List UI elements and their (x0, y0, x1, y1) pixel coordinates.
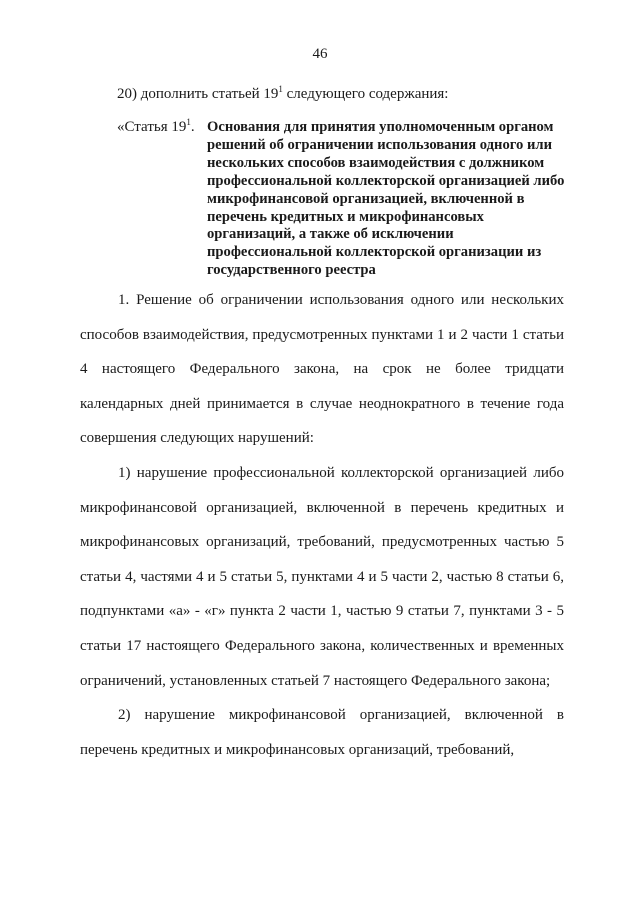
article-label-suffix: . (190, 119, 195, 135)
paragraph-item-2: 2) нарушение микрофинансовой организацией, включенной в перечень кредитных и микрофинансовых организаций, требований, (80, 707, 564, 758)
amendment-superscript: 1 (278, 84, 283, 94)
page-number: 46 (312, 46, 328, 62)
amendment-suffix: следующего содержания: (282, 86, 449, 102)
article-label (117, 119, 195, 136)
article-label-prefix: «Статья 19 (117, 119, 187, 135)
paragraph-item-1: 1) нарушение профессиональной коллекторской организацией либо микрофинансовой организацией, включенной в перечень кредитных и микрофинансовых организаций, требований, предусмотренных частью 5 статьи 4, частями 4 и 5 статьи 5, пунктами 4 и 5 части 2, частью 8 статьи 6, подпунктами «а» - «г» пункта 2 части 1, частью 9 статьи 7, пунктами 3 - 5 статьи 17 настоящего Федерального закона, количественных и временных ограничений, установленных статьей 7 настоящего Федерального закона; (80, 465, 564, 689)
amendment-prefix: 20) дополнить статьей 19 (117, 86, 279, 102)
amendment-line (117, 86, 448, 103)
paragraph-1: 1. Решение об ограничении использования одного или нескольких способов взаимодействия, предусмотренных пунктами 1 и 2 части 1 статьи 4 настоящего Федерального закона, на срок не более тридцати календарных дней принимается в случае неоднократного в течение года совершения следующих нарушений: (80, 292, 564, 447)
article-title: Основания для принятия уполномоченным органом решений об ограничении использования одного или нескольких способов взаимодействия с должником профессиональной коллекторской организацией либо микрофинансовой организацией, включенной в перечень кредитных и микрофинансовых организаций, а также об исключении профессиональной коллекторской организации из государственного реестра (207, 119, 565, 279)
article-label-superscript: 1 (186, 117, 191, 127)
